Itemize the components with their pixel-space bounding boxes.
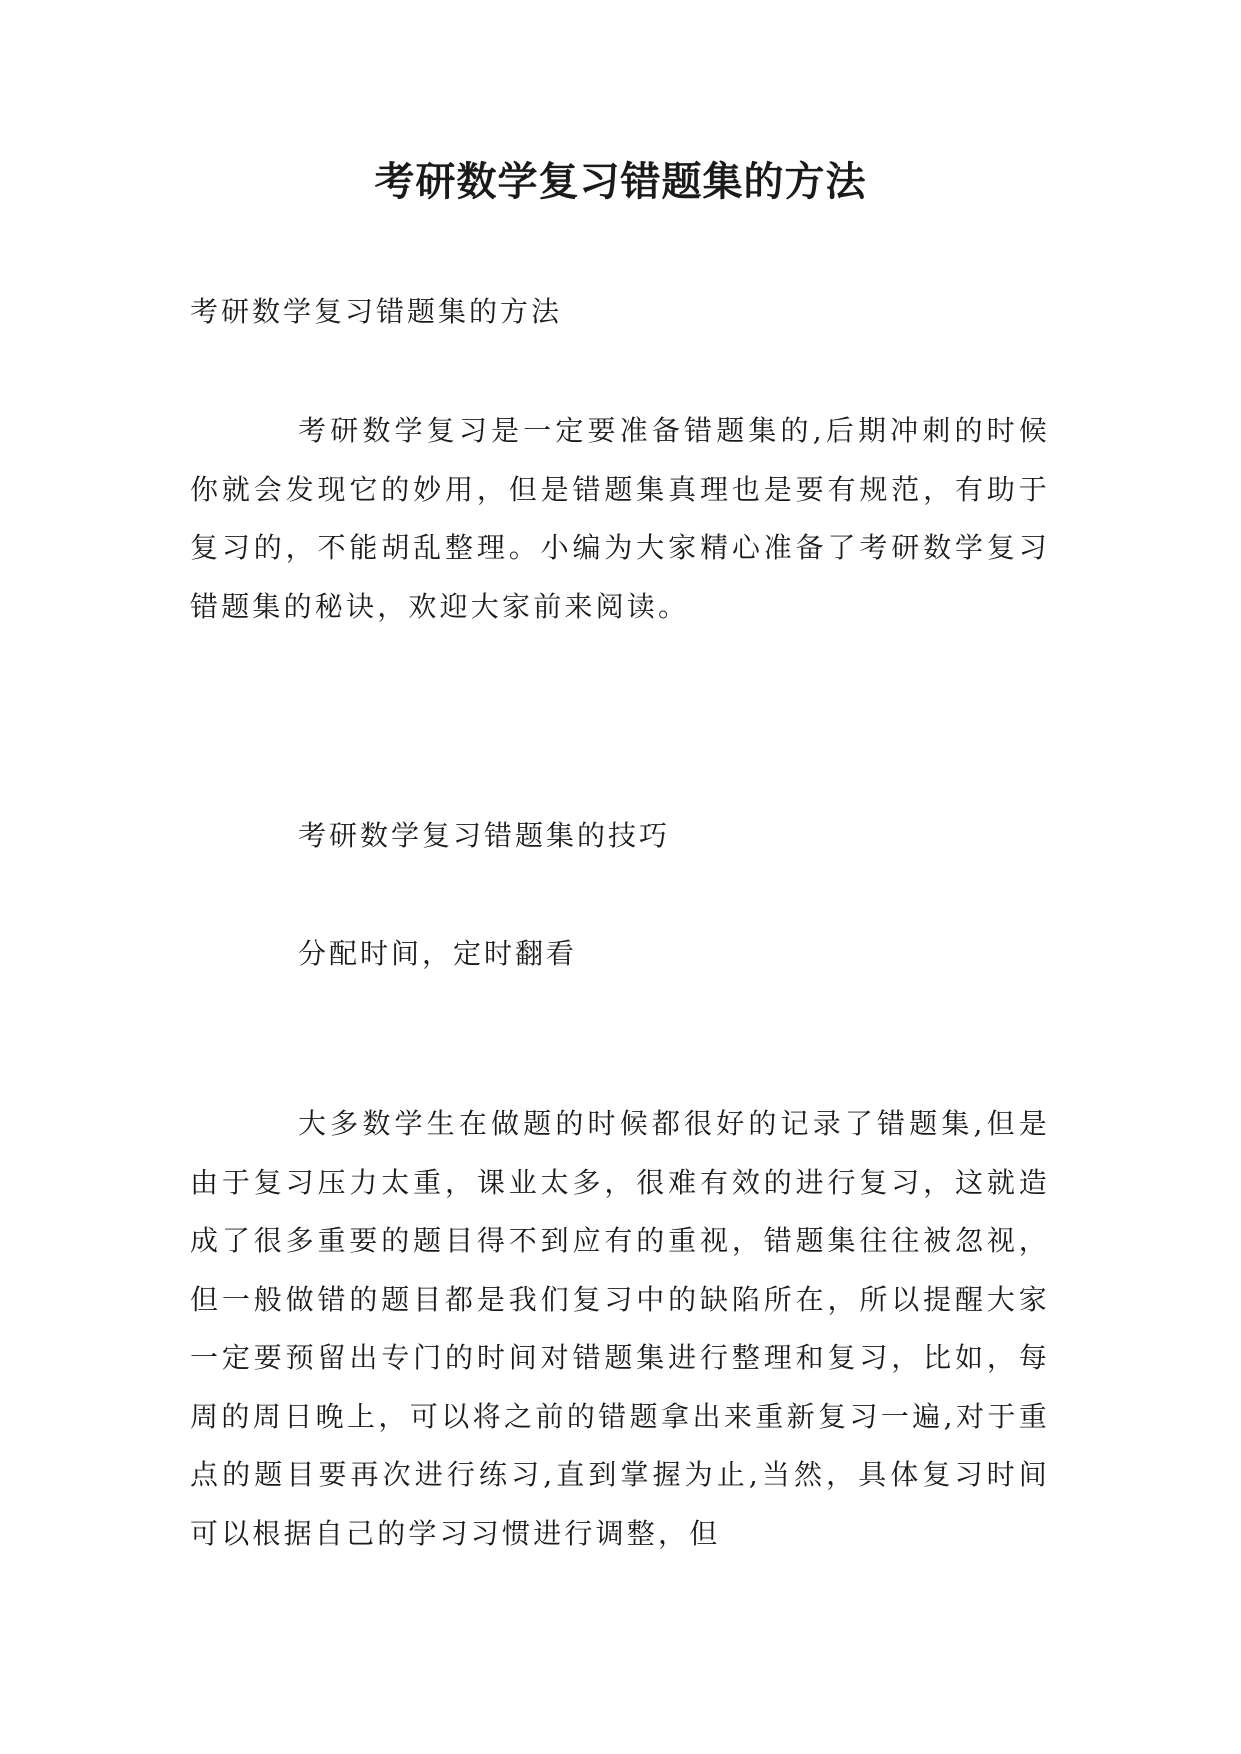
subsection-heading: 分配时间，定时翻看 bbox=[298, 937, 578, 970]
document-title: 考研数学复习错题集的方法 bbox=[374, 158, 867, 205]
section-heading: 考研数学复习错题集的技巧 bbox=[298, 819, 671, 852]
body-paragraph: 大多数学生在做题的时候都很好的记录了错题集,但是由于复习压力太重，课业太多，很难有效的进行复习，这就造成了很多重要的题目得不到应有的重视，错题集往往被忽视，但一般做错的题目都是我们复习中的缺陷所在，所以提醒大家一定要预留出专门的时间对错题集进行整理和复习，比如，每周的周日晚上，可以将之前的错题拿出来重新复习一遍,对于重点的题目要再次进行练习,直到掌握为止,当然，具体复习时间可以根据自己的学习习惯进行调整，但 bbox=[190, 1107, 1050, 1550]
intro-paragraph: 考研数学复习是一定要准备错题集的,后期冲刺的时候你就会发现它的妙用，但是错题集真理也是要有规范，有助于复习的，不能胡乱整理。小编为大家精心准备了考研数学复习错题集的秘诀，欢迎大家前来阅读。 bbox=[190, 414, 1050, 623]
document-subtitle: 考研数学复习错题集的方法 bbox=[190, 295, 563, 328]
